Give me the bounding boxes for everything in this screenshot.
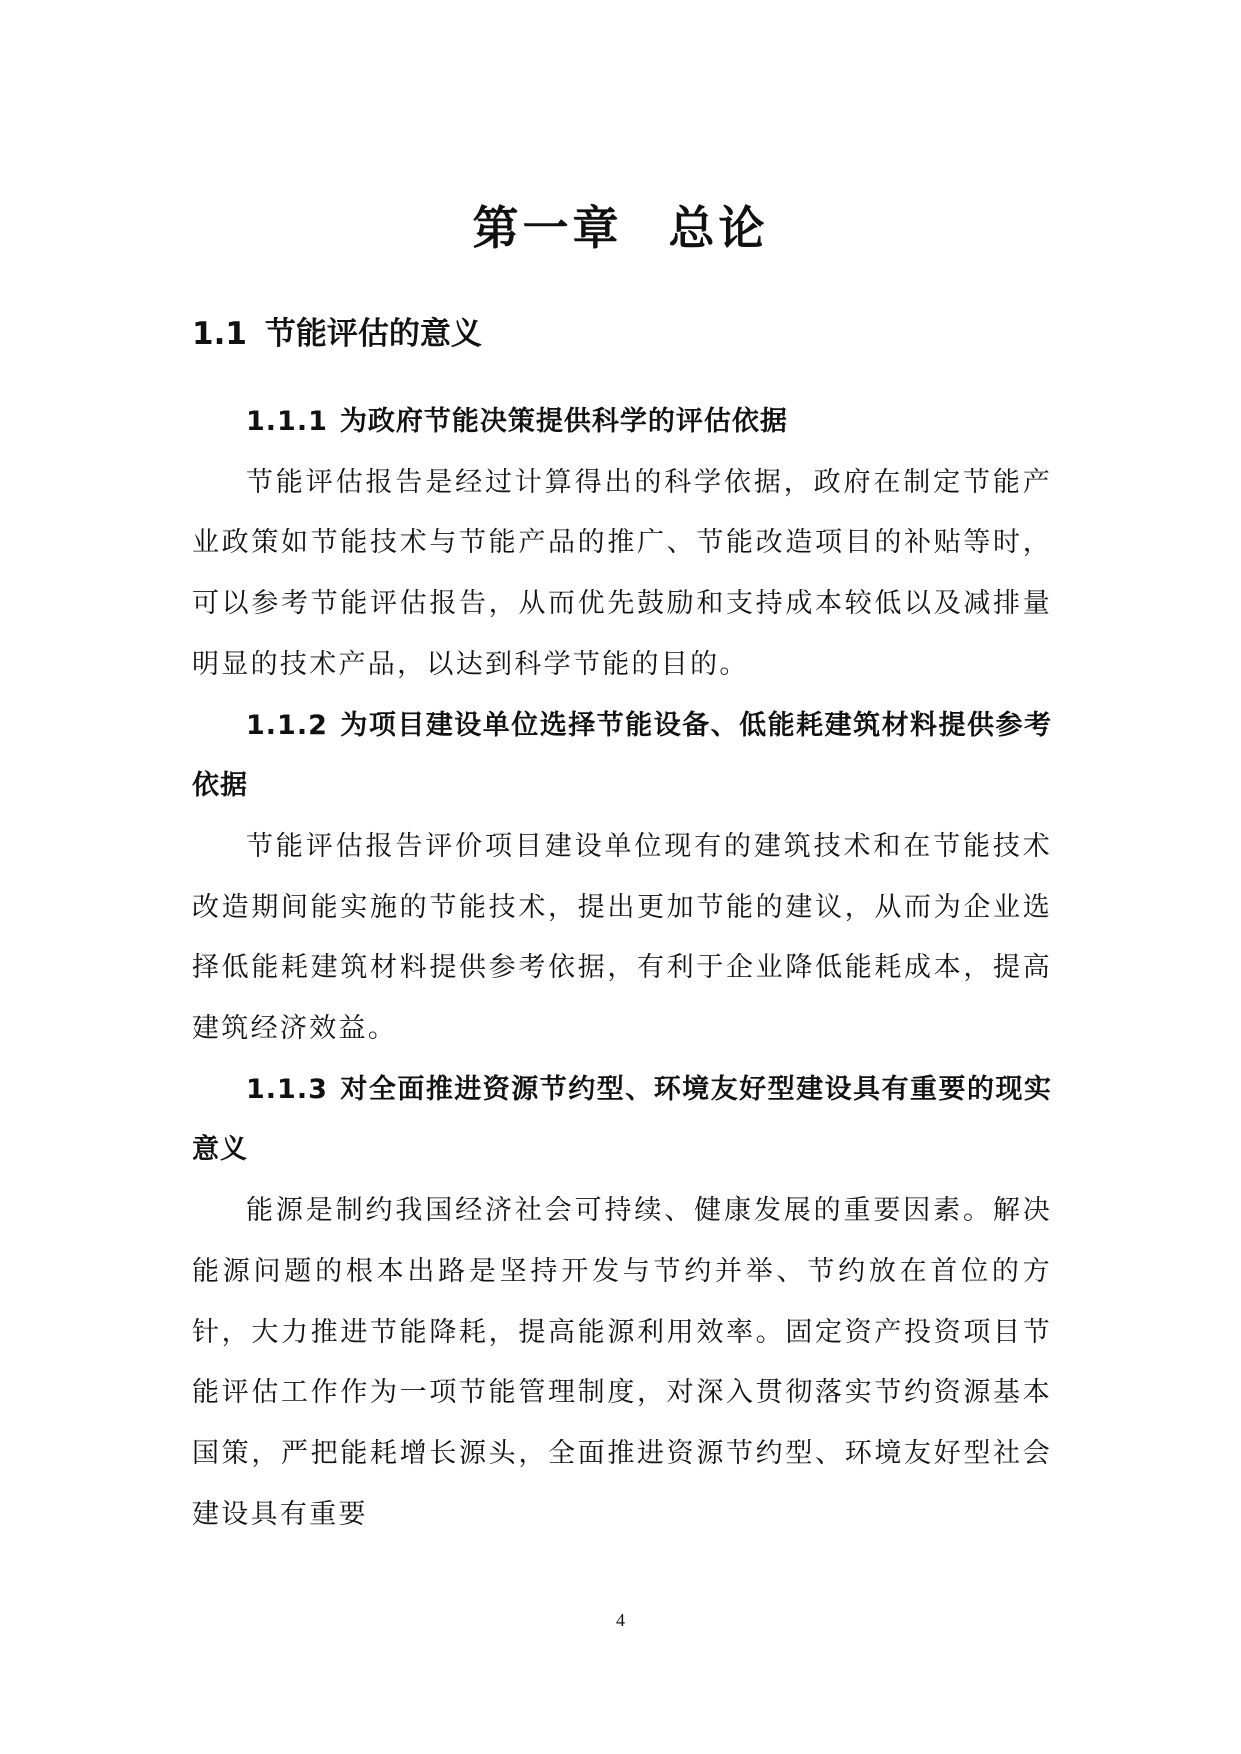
section-heading bbox=[192, 312, 482, 356]
subsection-number: 1.1.3 bbox=[246, 1073, 328, 1105]
subsection-heading-1-1-3 bbox=[192, 1060, 1052, 1181]
chapter-title bbox=[0, 198, 1241, 258]
subsection-number: 1.1.1 bbox=[246, 406, 328, 437]
paragraph-1-1-3: 能源是制约我国经济社会可持续、健康发展的重要因素。解决能源问题的根本出路是坚持开发与节约并举、节约放在首位的方针，大力推进节能降耗，提高能源利用效率。固定资产投资项目节能评估工作作为一项节能管理制度，对深入贯彻落实节约资源基本国策，严把能耗增长源头，全面推进资源节约型、环境友好型社会建设具有重要 bbox=[192, 1195, 1052, 1530]
subsection-heading-1-1-1 bbox=[192, 392, 1052, 453]
chapter-title-text: 总论 bbox=[668, 201, 769, 255]
section-number: 1.1 bbox=[192, 316, 247, 352]
subsection-title: 为项目建设单位选择节能设备、低能耗建筑材料提供参考依据 bbox=[192, 709, 1052, 802]
chapter-title-number: 第一章 bbox=[472, 201, 623, 255]
subsection-number: 1.1.2 bbox=[246, 709, 328, 741]
paragraph-1-1-2: 节能评估报告评价项目建设单位现有的建筑技术和在节能技术改造期间能实施的节能技术，提出更加节能的建议，从而为企业选择低能耗建筑材料提供参考依据，有利于企业降低能耗成本，提高建筑经济效益。 bbox=[192, 830, 1052, 1045]
page-number: 4 bbox=[616, 1610, 625, 1630]
section-title-text: 节能评估的意义 bbox=[264, 316, 482, 352]
subsection-title: 对全面推进资源节约型、环境友好型建设具有重要的现实意义 bbox=[192, 1073, 1052, 1166]
paragraph-1-1-1: 节能评估报告是经过计算得出的科学依据，政府在制定节能产业政策如节能技术与节能产品的推广、节能改造项目的补贴等时，可以参考节能评估报告，从而优先鼓励和支持成本较低以及减排量明显的技术产品，以达到科学节能的目的。 bbox=[192, 466, 1052, 680]
subsection-heading-1-1-2 bbox=[192, 696, 1052, 817]
subsection-title: 为政府节能决策提供科学的评估依据 bbox=[339, 406, 788, 437]
body-content bbox=[192, 392, 1052, 1545]
